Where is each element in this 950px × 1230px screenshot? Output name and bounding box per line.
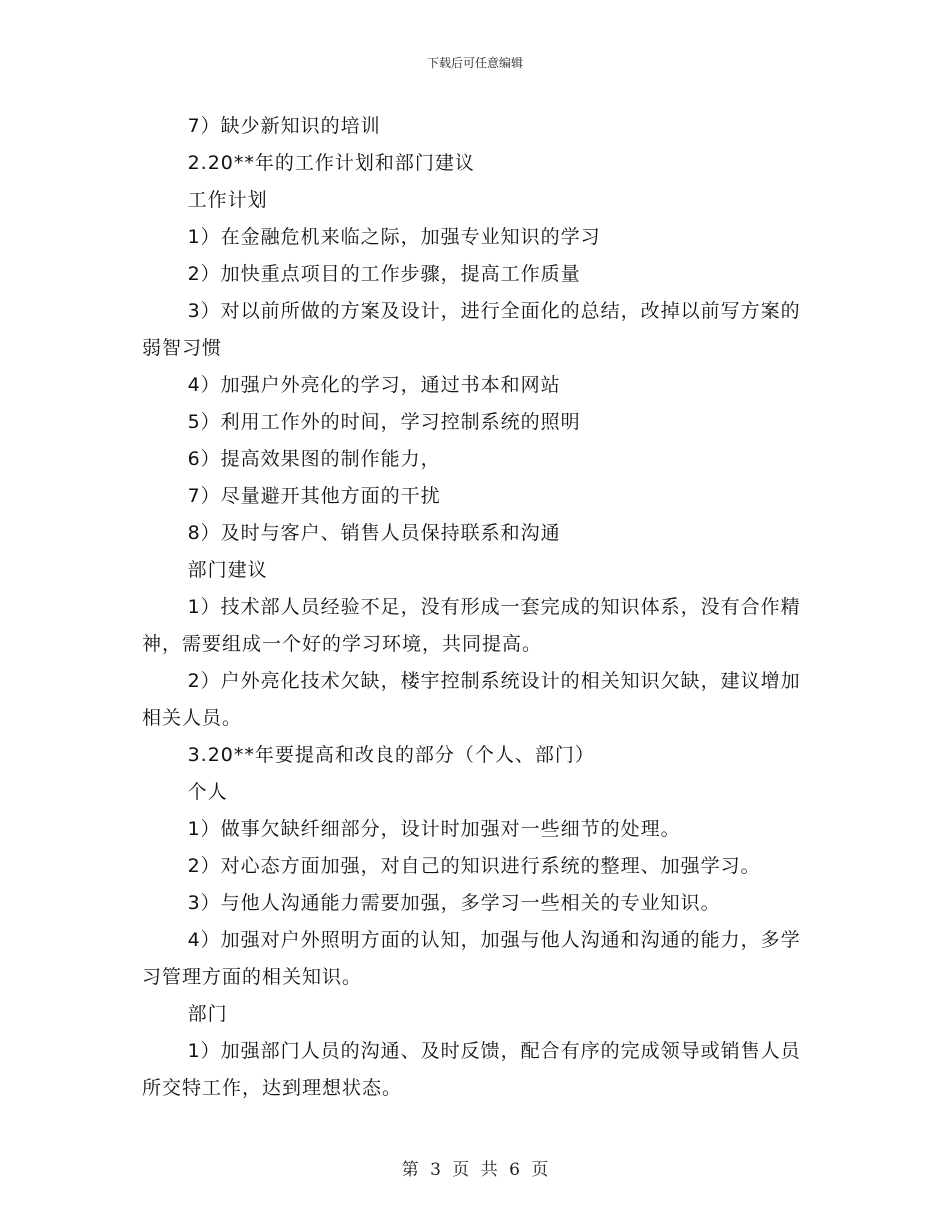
- list-item: 1）技术部人员经验不足，没有形成一套完成的知识体系，没有合作精神，需要组成一个好的学习环境，共同提高。: [142, 596, 801, 655]
- list-item: 3）对以前所做的方案及设计，进行全面化的总结，改掉以前写方案的弱智习惯: [142, 300, 801, 359]
- list-item: 4）加强对户外照明方面的认知，加强与他人沟通和沟通的能力，多学习管理方面的相关知识。: [142, 929, 801, 988]
- page-number: 第 3 页 共 6 页: [401, 1160, 549, 1180]
- list-item: 2）对心态方面加强，对自己的知识进行系统的整理、加强学习。: [187, 855, 761, 877]
- list-item: 2）加快重点项目的工作步骤，提高工作质量: [187, 263, 581, 285]
- header-note: 下载后可任意编辑: [426, 56, 523, 70]
- list-item: 8）及时与客户、销售人员保持联系和沟通: [187, 522, 561, 544]
- document-body: [142, 108, 810, 1107]
- list-item: 3）与他人沟通能力需要加强，多学习一些相关的专业知识。: [187, 892, 721, 914]
- section-heading: 3.20**年要提高和改良的部分（个人、部门）: [187, 744, 595, 766]
- list-item: 1）加强部门人员的沟通、及时反馈，配合有序的完成领导或销售人员所交特工作，达到理想状态。: [142, 1040, 801, 1099]
- subsection-heading: 部门: [187, 1003, 228, 1025]
- list-item: 6）提高效果图的制作能力，: [187, 448, 441, 470]
- list-item: 7）尽量避开其他方面的干扰: [187, 485, 441, 507]
- list-item: 5）利用工作外的时间，学习控制系统的照明: [187, 411, 581, 433]
- list-item: 1）做事欠缺纤细部分，设计时加强对一些细节的处理。: [187, 818, 681, 840]
- subsection-heading: 部门建议: [187, 559, 268, 581]
- list-item: 2）户外亮化技术欠缺，楼宇控制系统设计的相关知识欠缺，建议增加相关人员。: [142, 670, 801, 729]
- paragraph: 7）缺少新知识的培训: [187, 115, 381, 137]
- section-heading: 2.20**年的工作计划和部门建议: [187, 152, 475, 174]
- subsection-heading: 个人: [187, 781, 228, 803]
- list-item: 1）在金融危机来临之际，加强专业知识的学习: [187, 226, 601, 248]
- subsection-heading: 工作计划: [187, 189, 268, 211]
- list-item: 4）加强户外亮化的学习，通过书本和网站: [187, 374, 561, 396]
